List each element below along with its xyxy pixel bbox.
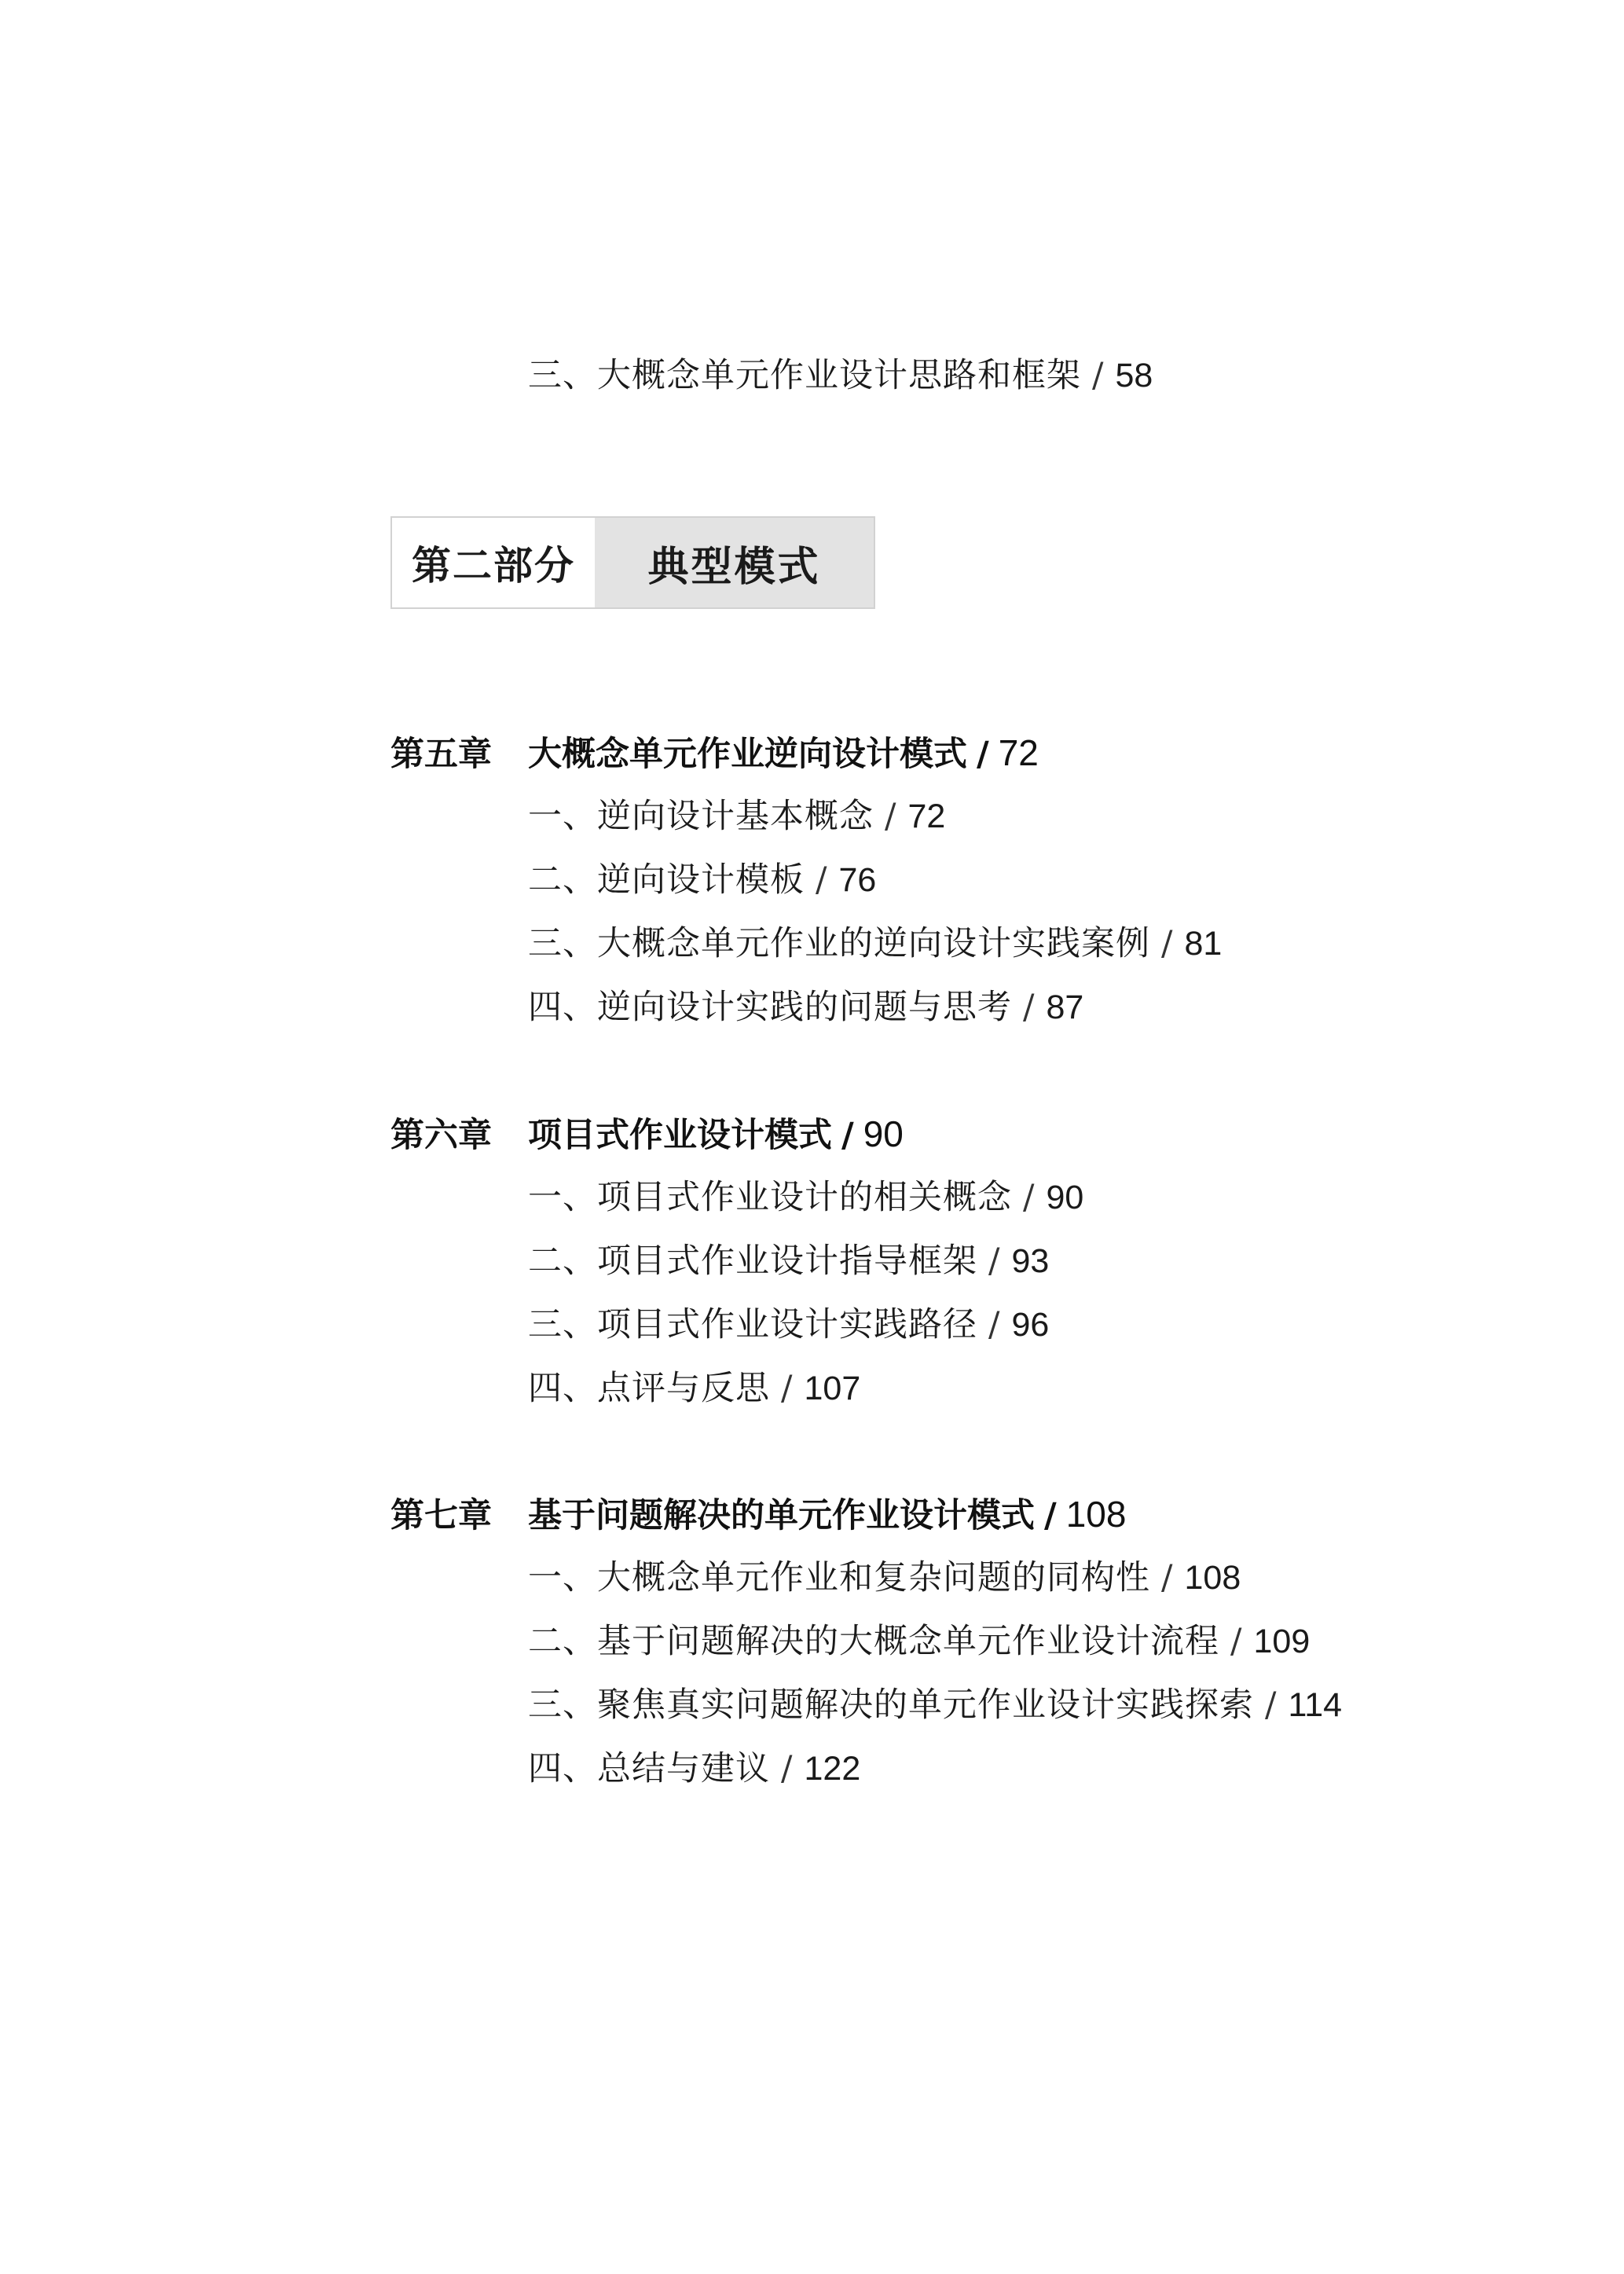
toc-entry-label: 三、大概念单元作业的逆向设计实践案例 [528, 924, 1150, 963]
part-label: 第二部分 [412, 542, 575, 589]
toc-entry[interactable] [528, 856, 876, 904]
toc-separator: / [1044, 1496, 1057, 1535]
toc-entry[interactable] [528, 1301, 1049, 1348]
toc-separator: / [1161, 1558, 1174, 1597]
chapter-number: 第七章 [390, 1496, 492, 1535]
toc-page-number: 58 [1115, 357, 1153, 394]
toc-entry[interactable] [528, 1682, 1342, 1729]
chapter-number: 第五章 [390, 735, 492, 774]
toc-entry-label: 二、项目式作业设计指导框架 [528, 1242, 977, 1281]
toc-page-number: 93 [1011, 1242, 1050, 1280]
toc-separator: / [1092, 356, 1105, 395]
toc-entry[interactable] [528, 1554, 1241, 1601]
toc-entry[interactable] [528, 1745, 860, 1792]
toc-separator: / [781, 1369, 794, 1408]
toc-separator: / [816, 860, 828, 900]
chapter-number: 第六章 [390, 1116, 492, 1155]
toc-entry-label: 二、基于问题解决的大概念单元作业设计流程 [528, 1622, 1219, 1661]
toc-entry[interactable] [528, 984, 1083, 1031]
chapter-title: 基于问题解决的单元作业设计模式 [528, 1496, 1035, 1535]
toc-entry[interactable] [528, 1174, 1083, 1221]
toc-separator: / [885, 797, 897, 836]
toc-separator: / [1265, 1685, 1278, 1725]
toc-page-number: 109 [1253, 1623, 1311, 1660]
toc-entry[interactable] [528, 1238, 1049, 1285]
toc-entry-label: 四、总结与建议 [528, 1749, 770, 1788]
chapter-page-number: 108 [1065, 1494, 1127, 1535]
toc-page-number: 76 [838, 861, 877, 899]
chapter-heading[interactable] [390, 1110, 904, 1159]
toc-entry[interactable] [528, 1618, 1310, 1665]
part-title: 典型模式 [595, 518, 874, 607]
toc-separator: / [988, 1242, 1001, 1281]
toc-separator: / [977, 735, 989, 774]
toc-separator: / [988, 1305, 1001, 1344]
part-heading [390, 516, 875, 609]
toc-entry-label: 四、逆向设计实践的问题与思考 [528, 988, 1012, 1027]
toc-page-number: 81 [1184, 925, 1223, 963]
toc-entry-label: 一、项目式作业设计的相关概念 [528, 1178, 1012, 1217]
toc-page-number: 72 [907, 798, 946, 835]
chapter-heading[interactable] [390, 729, 1039, 778]
toc-entry-label: 二、逆向设计模板 [528, 860, 805, 900]
toc-page-number: 87 [1046, 988, 1084, 1026]
toc-separator: / [841, 1116, 854, 1155]
toc-separator: / [1023, 988, 1036, 1027]
toc-separator: / [1161, 924, 1174, 963]
toc-entry[interactable] [528, 920, 1222, 967]
toc-entry[interactable] [528, 352, 1153, 399]
toc-page-number: 107 [804, 1370, 861, 1407]
chapter-title: 大概念单元作业逆向设计模式 [528, 735, 967, 774]
toc-entry-label: 一、大概念单元作业和复杂问题的同构性 [528, 1558, 1150, 1597]
chapter-page-number: 72 [998, 732, 1039, 773]
toc-entry-label: 四、点评与反思 [528, 1369, 770, 1408]
chapter-heading[interactable] [390, 1491, 1126, 1539]
toc-page-number: 90 [1046, 1179, 1084, 1216]
toc-entry-label: 三、大概念单元作业设计思路和框架 [528, 356, 1081, 395]
toc-entry-label: 一、逆向设计基本概念 [528, 797, 874, 836]
toc-separator: / [1023, 1178, 1036, 1217]
toc-entry-label: 三、项目式作业设计实践路径 [528, 1305, 977, 1344]
toc-separator: / [1230, 1622, 1243, 1661]
toc-entry[interactable] [528, 1365, 860, 1412]
toc-separator: / [781, 1749, 794, 1788]
toc-entry[interactable] [528, 793, 945, 840]
toc-page-number: 114 [1288, 1686, 1343, 1724]
toc-page-number: 108 [1184, 1559, 1241, 1597]
chapter-title: 项目式作业设计模式 [528, 1116, 832, 1155]
toc-entry-label: 三、聚焦真实问题解决的单元作业设计实践探索 [528, 1685, 1254, 1725]
chapter-page-number: 90 [863, 1113, 904, 1154]
toc-page-number: 122 [804, 1750, 861, 1788]
toc-page-number: 96 [1011, 1306, 1050, 1344]
